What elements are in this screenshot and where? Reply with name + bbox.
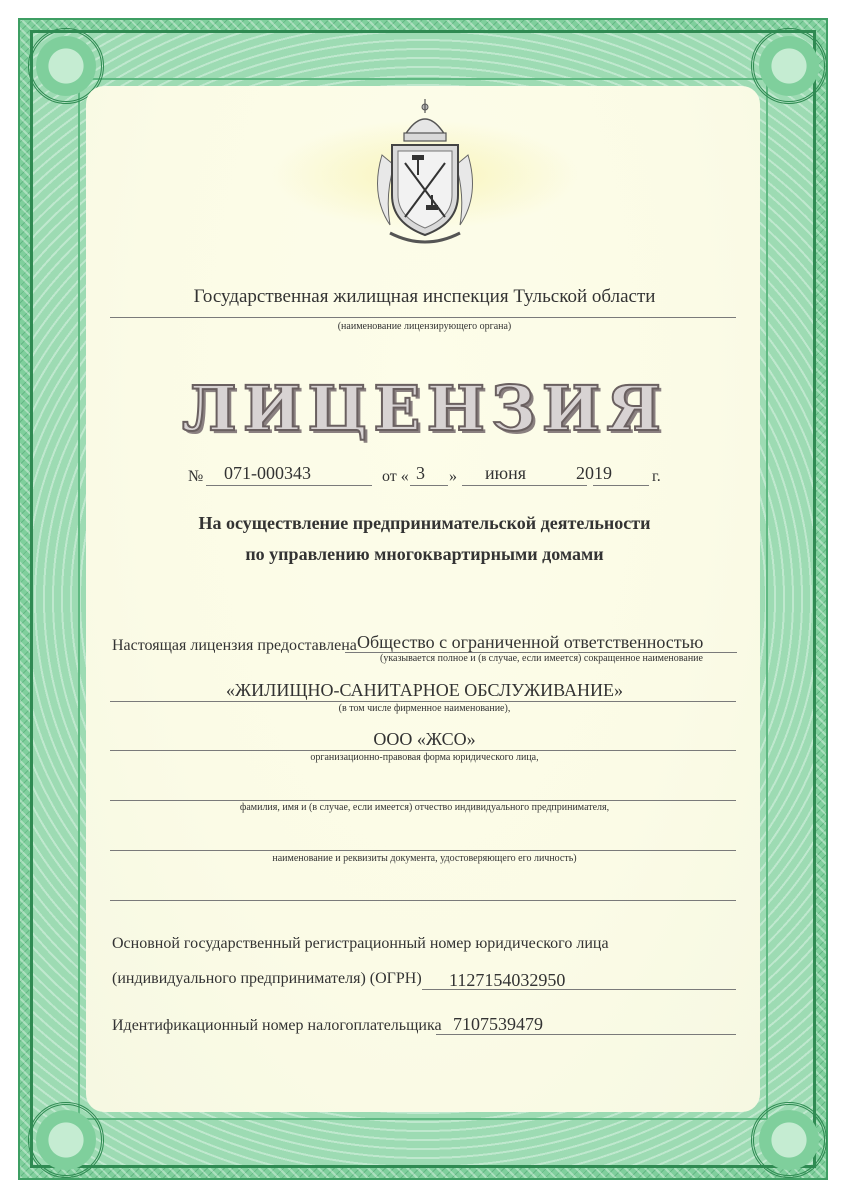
corner-ornament-bottom-left	[28, 1102, 104, 1178]
license-month: июня	[485, 463, 526, 483]
inn-label: Идентификационный номер налогоплательщика	[112, 1017, 442, 1034]
license-year: 2019	[576, 463, 612, 483]
year-suffix: г.	[652, 468, 661, 485]
holder-name-line-1: Общество с ограниченной ответственностью	[357, 632, 704, 652]
holder-caption-5: наименование и реквизиты документа, удостоверяющего его личность)	[272, 853, 577, 864]
holder-caption-2: (в том числе фирменное наименование),	[338, 703, 511, 714]
ogrn-rule	[422, 989, 736, 990]
holder-short-name: ООО «ЖСО»	[373, 729, 476, 749]
holder-rule-2	[110, 701, 736, 702]
holder-rule-3	[110, 750, 736, 751]
issuer-caption: (наименование лицензирующего органа)	[337, 321, 512, 332]
holder-rule-4	[110, 800, 736, 801]
holder-rule-5	[110, 850, 736, 851]
month-rule	[462, 485, 587, 486]
granted-label: Настоящая лицензия предоставлена	[112, 637, 357, 654]
day-rule	[410, 485, 448, 486]
ogrn-label-line-2: (индивидуального предпринимателя) (ОГРН)	[112, 970, 422, 987]
subject-line-2: по управлению многоквартирными домами	[245, 544, 604, 564]
year-rule	[593, 485, 649, 486]
ogrn-value: 1127154032950	[449, 970, 566, 990]
holder-name-line-2: «ЖИЛИЩНО-САНИТАРНОЕ ОБСЛУЖИВАНИЕ»	[226, 680, 623, 700]
subject-line-1: На осуществление предпринимательской деятельности	[198, 513, 651, 533]
issuer-rule	[110, 317, 736, 318]
day-close: »	[449, 468, 457, 485]
holder-caption-1: (указывается полное и (в случае, если имеется) сокращенное наименование	[380, 653, 703, 664]
corner-ornament-bottom-right	[751, 1102, 827, 1178]
ogrn-label-line-1: Основной государственный регистрационный номер юридического лица	[112, 935, 609, 952]
inn-rule	[436, 1034, 736, 1035]
date-prefix: от «	[382, 468, 409, 485]
number-label: №	[188, 468, 204, 485]
corner-ornament-top-right	[751, 28, 827, 104]
license-number: 071-000343	[224, 463, 311, 483]
holder-rule-6	[110, 900, 736, 901]
holder-caption-3: организационно-правовая форма юридического лица,	[310, 752, 539, 763]
coat-of-arms-icon	[360, 95, 490, 245]
license-day: 3	[416, 463, 425, 483]
holder-caption-4: фамилия, имя и (в случае, если имеется) отчество индивидуального предпринимателя,	[239, 802, 610, 813]
issuer-name: Государственная жилищная инспекция Тульской области	[193, 286, 656, 307]
document-title: ЛИЦЕНЗИЯ	[181, 372, 668, 445]
number-rule	[206, 485, 372, 486]
inn-value: 7107539479	[453, 1014, 543, 1034]
